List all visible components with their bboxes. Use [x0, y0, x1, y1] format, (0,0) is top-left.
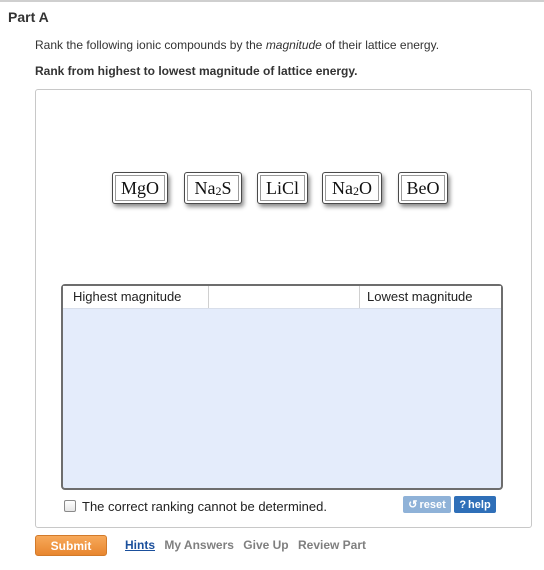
- bottom-links: [125, 538, 372, 552]
- cannot-determine-row: [64, 498, 327, 514]
- top-divider: [0, 0, 544, 2]
- review-part-link[interactable]: Review Part: [297, 538, 367, 552]
- instruction-post: of their lattice energy.: [321, 38, 440, 52]
- my-answers-link[interactable]: My Answers: [164, 538, 234, 552]
- tile-na2o-base: Na: [332, 177, 353, 198]
- tile-na2o-tail: O: [359, 177, 372, 198]
- instruction-bold: Rank from highest to lowest magnitude of lattice energy.: [35, 64, 358, 78]
- cannot-determine-checkbox[interactable]: [64, 500, 76, 512]
- tile-na2s-sub: 2: [215, 183, 222, 198]
- tile-na2s-base: Na: [194, 177, 216, 198]
- tile-na2s-tail: S: [221, 177, 232, 198]
- submit-button[interactable]: Submit: [35, 535, 107, 556]
- tile-na2o-sub: 2: [353, 183, 359, 198]
- reset-label: reset: [419, 498, 446, 511]
- instruction-emphasis: magnitude: [265, 38, 322, 52]
- give-up-link[interactable]: Give Up: [243, 538, 289, 552]
- hints-link[interactable]: Hints: [125, 538, 155, 552]
- cannot-determine-label: The correct ranking cannot be determined.: [82, 498, 327, 514]
- ranking-dropzone[interactable]: [61, 284, 503, 490]
- lowest-magnitude-label: Lowest magnitude: [359, 286, 501, 308]
- tile-mgo[interactable]: [112, 172, 168, 204]
- question-mark-icon: ?: [459, 498, 467, 511]
- tile-beo-base: BeO: [406, 177, 440, 198]
- help-button[interactable]: [454, 496, 496, 513]
- help-label: help: [468, 498, 491, 511]
- instruction-text: [35, 38, 439, 52]
- tile-licl-base: LiCl: [265, 177, 299, 198]
- tile-mgo-base: MgO: [120, 177, 159, 198]
- instruction-pre: Rank the following ionic compounds by the: [35, 38, 266, 52]
- tile-beo[interactable]: [398, 172, 448, 204]
- highest-magnitude-label: Highest magnitude: [63, 286, 209, 308]
- dropzone-header: [63, 286, 501, 309]
- tile-na2o[interactable]: [322, 172, 382, 204]
- tile-licl[interactable]: [257, 172, 308, 204]
- reset-button[interactable]: [403, 496, 451, 513]
- tile-na2s[interactable]: [184, 172, 242, 204]
- part-title: Part A: [8, 9, 49, 25]
- undo-arrow-icon: ↺: [408, 499, 418, 511]
